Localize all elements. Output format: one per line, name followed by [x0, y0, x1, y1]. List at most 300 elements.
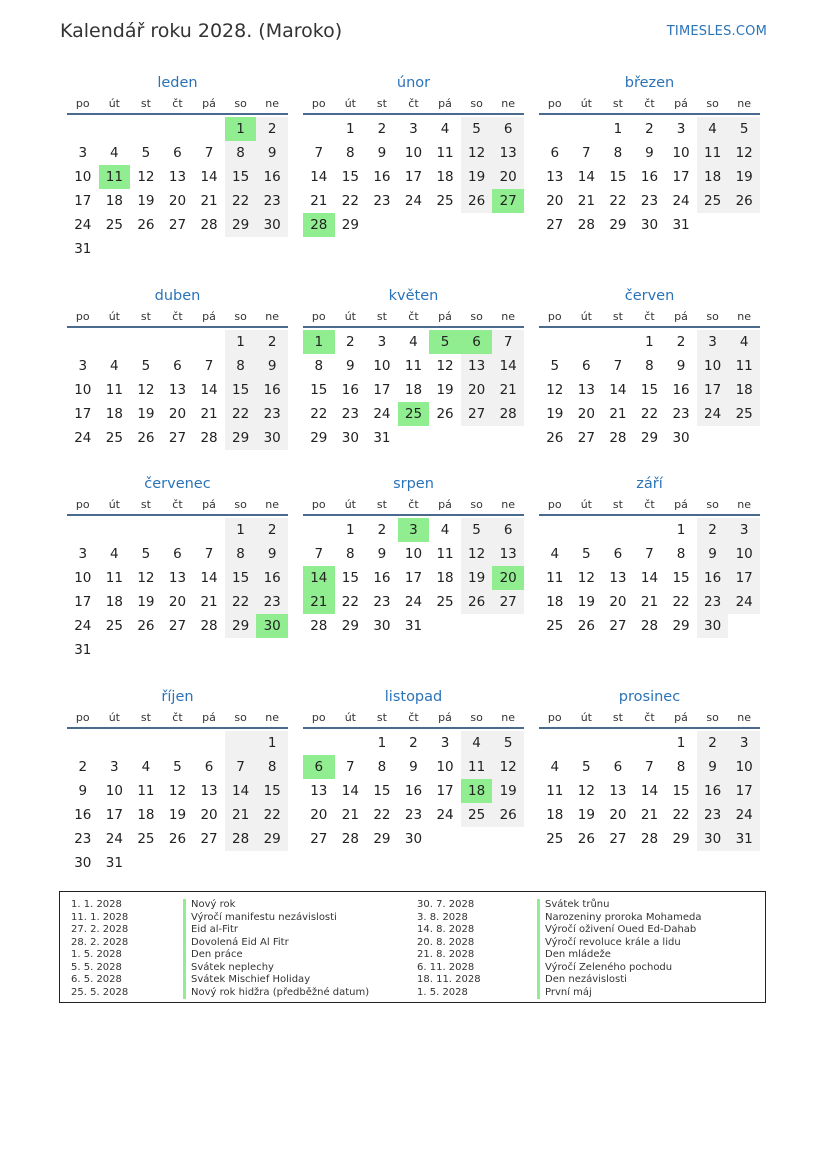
day-cell[interactable]: 10: [373, 358, 391, 374]
day-cell[interactable]: 1: [613, 121, 623, 137]
day-cell[interactable]: 29: [672, 618, 690, 634]
day-cell[interactable]: 25: [105, 217, 123, 233]
holiday-day-cell[interactable]: 1: [225, 117, 257, 141]
day-cell[interactable]: 4: [409, 334, 418, 350]
day-cell[interactable]: 1: [225, 518, 257, 542]
day-cell[interactable]: 8: [256, 755, 288, 779]
day-cell[interactable]: 16: [256, 165, 288, 189]
day-cell[interactable]: 21: [492, 378, 524, 402]
day-cell[interactable]: 4: [141, 759, 151, 775]
day-cell[interactable]: 11: [546, 570, 564, 586]
day-cell[interactable]: 31: [672, 217, 690, 233]
day-cell[interactable]: 5: [141, 145, 151, 161]
day-cell[interactable]: 24: [404, 594, 423, 610]
day-cell[interactable]: 19: [577, 594, 595, 610]
day-cell[interactable]: 12: [461, 141, 493, 165]
day-cell[interactable]: 8: [225, 354, 257, 378]
day-cell[interactable]: 10: [404, 546, 423, 562]
day-cell[interactable]: 16: [373, 570, 391, 586]
day-cell[interactable]: 7: [314, 546, 324, 562]
day-cell[interactable]: 18: [105, 594, 123, 610]
day-cell[interactable]: 11: [461, 755, 493, 779]
holiday-day-cell[interactable]: 6: [303, 755, 335, 779]
day-cell[interactable]: 19: [137, 406, 155, 422]
day-cell[interactable]: 22: [672, 807, 690, 823]
day-cell[interactable]: 8: [314, 358, 324, 374]
day-cell[interactable]: 23: [373, 594, 391, 610]
day-cell[interactable]: 14: [225, 779, 257, 803]
day-cell[interactable]: 30: [672, 430, 690, 446]
day-cell[interactable]: 27: [546, 217, 564, 233]
holiday-day-cell[interactable]: 30: [256, 614, 288, 638]
day-cell[interactable]: 9: [78, 783, 88, 799]
day-cell[interactable]: 14: [310, 169, 328, 185]
day-cell[interactable]: 22: [341, 594, 359, 610]
day-cell[interactable]: 20: [168, 594, 187, 610]
day-cell[interactable]: 29: [225, 614, 257, 638]
day-cell[interactable]: 3: [440, 735, 450, 751]
day-cell[interactable]: 21: [341, 807, 359, 823]
day-cell[interactable]: 29: [310, 430, 328, 446]
day-cell[interactable]: 31: [74, 642, 92, 658]
day-cell[interactable]: 19: [168, 807, 187, 823]
day-cell[interactable]: 24: [74, 430, 92, 446]
day-cell[interactable]: 13: [168, 169, 187, 185]
day-cell[interactable]: 12: [577, 783, 595, 799]
day-cell[interactable]: 18: [546, 594, 564, 610]
day-cell[interactable]: 18: [697, 165, 729, 189]
day-cell[interactable]: 5: [582, 546, 591, 562]
day-cell[interactable]: 21: [609, 406, 627, 422]
day-cell[interactable]: 20: [310, 807, 328, 823]
day-cell[interactable]: 8: [346, 145, 355, 161]
day-cell[interactable]: 30: [256, 426, 288, 450]
day-cell[interactable]: 4: [550, 546, 560, 562]
day-cell[interactable]: 10: [672, 145, 690, 161]
day-cell[interactable]: 6: [173, 145, 182, 161]
day-cell[interactable]: 1: [377, 735, 387, 751]
day-cell[interactable]: 19: [461, 566, 493, 590]
day-cell[interactable]: 8: [676, 759, 686, 775]
day-cell[interactable]: 22: [256, 803, 288, 827]
day-cell[interactable]: 12: [137, 570, 155, 586]
day-cell[interactable]: 23: [256, 189, 288, 213]
day-cell[interactable]: 7: [346, 759, 355, 775]
day-cell[interactable]: 31: [404, 618, 423, 634]
day-cell[interactable]: 4: [110, 358, 119, 374]
day-cell[interactable]: 7: [645, 546, 654, 562]
day-cell[interactable]: 8: [225, 542, 257, 566]
day-cell[interactable]: 28: [577, 217, 595, 233]
day-cell[interactable]: 6: [492, 518, 524, 542]
day-cell[interactable]: 20: [609, 594, 627, 610]
day-cell[interactable]: 5: [461, 518, 493, 542]
day-cell[interactable]: 28: [492, 402, 524, 426]
day-cell[interactable]: 30: [74, 855, 92, 871]
day-cell[interactable]: 18: [105, 193, 123, 209]
day-cell[interactable]: 20: [546, 193, 564, 209]
day-cell[interactable]: 13: [546, 169, 564, 185]
day-cell[interactable]: 10: [74, 570, 92, 586]
day-cell[interactable]: 13: [168, 382, 187, 398]
day-cell[interactable]: 25: [546, 831, 564, 847]
day-cell[interactable]: 26: [168, 831, 187, 847]
day-cell[interactable]: 17: [728, 779, 760, 803]
day-cell[interactable]: 7: [204, 145, 214, 161]
day-cell[interactable]: 30: [640, 217, 659, 233]
day-cell[interactable]: 22: [640, 406, 659, 422]
day-cell[interactable]: 13: [577, 382, 595, 398]
day-cell[interactable]: 17: [404, 169, 423, 185]
day-cell[interactable]: 17: [74, 193, 92, 209]
day-cell[interactable]: 2: [346, 334, 355, 350]
day-cell[interactable]: 15: [672, 570, 690, 586]
day-cell[interactable]: 6: [550, 145, 560, 161]
day-cell[interactable]: 3: [78, 546, 88, 562]
holiday-day-cell[interactable]: 1: [303, 330, 335, 354]
day-cell[interactable]: 4: [697, 117, 729, 141]
day-cell[interactable]: 20: [609, 807, 627, 823]
day-cell[interactable]: 7: [225, 755, 257, 779]
day-cell[interactable]: 9: [256, 354, 288, 378]
day-cell[interactable]: 10: [404, 145, 423, 161]
day-cell[interactable]: 27: [168, 618, 187, 634]
day-cell[interactable]: 11: [105, 570, 123, 586]
day-cell[interactable]: 17: [373, 382, 391, 398]
day-cell[interactable]: 8: [676, 546, 686, 562]
day-cell[interactable]: 30: [373, 618, 391, 634]
day-cell[interactable]: 10: [697, 354, 729, 378]
day-cell[interactable]: 18: [436, 570, 454, 586]
day-cell[interactable]: 15: [341, 169, 359, 185]
day-cell[interactable]: 27: [200, 831, 218, 847]
day-cell[interactable]: 25: [105, 618, 123, 634]
day-cell[interactable]: 13: [609, 570, 627, 586]
day-cell[interactable]: 14: [492, 354, 524, 378]
day-cell[interactable]: 15: [225, 566, 257, 590]
day-cell[interactable]: 24: [105, 831, 123, 847]
day-cell[interactable]: 23: [256, 402, 288, 426]
day-cell[interactable]: 13: [461, 354, 493, 378]
day-cell[interactable]: 30: [341, 430, 359, 446]
day-cell[interactable]: 8: [645, 358, 654, 374]
day-cell[interactable]: 4: [440, 121, 450, 137]
day-cell[interactable]: 24: [728, 590, 760, 614]
day-cell[interactable]: 15: [373, 783, 391, 799]
day-cell[interactable]: 25: [105, 430, 123, 446]
day-cell[interactable]: 6: [204, 759, 214, 775]
day-cell[interactable]: 20: [461, 378, 493, 402]
day-cell[interactable]: 17: [404, 570, 423, 586]
day-cell[interactable]: 22: [373, 807, 391, 823]
day-cell[interactable]: 25: [436, 594, 454, 610]
day-cell[interactable]: 29: [609, 217, 627, 233]
day-cell[interactable]: 22: [310, 406, 328, 422]
day-cell[interactable]: 2: [78, 759, 88, 775]
day-cell[interactable]: 5: [141, 546, 151, 562]
day-cell[interactable]: 11: [404, 358, 423, 374]
day-cell[interactable]: 16: [256, 378, 288, 402]
day-cell[interactable]: 10: [728, 542, 760, 566]
day-cell[interactable]: 12: [461, 542, 493, 566]
day-cell[interactable]: 18: [546, 807, 564, 823]
day-cell[interactable]: 19: [436, 382, 454, 398]
day-cell[interactable]: 6: [613, 546, 623, 562]
day-cell[interactable]: 12: [492, 755, 524, 779]
day-cell[interactable]: 16: [404, 783, 423, 799]
day-cell[interactable]: 2: [256, 518, 288, 542]
day-cell[interactable]: 19: [728, 165, 760, 189]
day-cell[interactable]: 20: [168, 406, 187, 422]
holiday-day-cell[interactable]: 18: [461, 779, 493, 803]
day-cell[interactable]: 27: [461, 402, 493, 426]
day-cell[interactable]: 26: [461, 189, 493, 213]
day-cell[interactable]: 27: [310, 831, 328, 847]
day-cell[interactable]: 28: [200, 217, 218, 233]
day-cell[interactable]: 23: [640, 193, 659, 209]
day-cell[interactable]: 31: [728, 827, 760, 851]
day-cell[interactable]: 4: [440, 522, 450, 538]
day-cell[interactable]: 9: [256, 141, 288, 165]
day-cell[interactable]: 6: [173, 358, 182, 374]
day-cell[interactable]: 13: [609, 783, 627, 799]
day-cell[interactable]: 15: [640, 382, 659, 398]
day-cell[interactable]: 12: [137, 382, 155, 398]
holiday-day-cell[interactable]: 5: [429, 330, 461, 354]
day-cell[interactable]: 27: [609, 618, 627, 634]
day-cell[interactable]: 9: [256, 542, 288, 566]
day-cell[interactable]: 30: [697, 827, 729, 851]
day-cell[interactable]: 9: [697, 542, 729, 566]
day-cell[interactable]: 25: [461, 803, 493, 827]
day-cell[interactable]: 21: [640, 594, 659, 610]
day-cell[interactable]: 15: [672, 783, 690, 799]
day-cell[interactable]: 26: [577, 618, 595, 634]
day-cell[interactable]: 4: [728, 330, 760, 354]
day-cell[interactable]: 15: [609, 169, 627, 185]
day-cell[interactable]: 1: [645, 334, 654, 350]
day-cell[interactable]: 10: [436, 759, 454, 775]
day-cell[interactable]: 26: [492, 803, 524, 827]
day-cell[interactable]: 22: [225, 590, 257, 614]
day-cell[interactable]: 24: [74, 217, 92, 233]
day-cell[interactable]: 28: [640, 618, 659, 634]
day-cell[interactable]: 2: [645, 121, 654, 137]
day-cell[interactable]: 18: [404, 382, 423, 398]
day-cell[interactable]: 26: [728, 189, 760, 213]
day-cell[interactable]: 3: [78, 145, 88, 161]
day-cell[interactable]: 19: [461, 165, 493, 189]
day-cell[interactable]: 11: [697, 141, 729, 165]
day-cell[interactable]: 19: [137, 594, 155, 610]
day-cell[interactable]: 5: [550, 358, 560, 374]
day-cell[interactable]: 28: [310, 618, 328, 634]
day-cell[interactable]: 23: [256, 590, 288, 614]
day-cell[interactable]: 21: [225, 803, 257, 827]
day-cell[interactable]: 11: [728, 354, 760, 378]
day-cell[interactable]: 15: [310, 382, 328, 398]
day-cell[interactable]: 23: [697, 590, 729, 614]
day-cell[interactable]: 11: [436, 145, 454, 161]
day-cell[interactable]: 4: [110, 546, 119, 562]
holiday-day-cell[interactable]: 11: [99, 165, 131, 189]
day-cell[interactable]: 23: [341, 406, 359, 422]
day-cell[interactable]: 4: [461, 731, 493, 755]
day-cell[interactable]: 7: [582, 145, 591, 161]
holiday-day-cell[interactable]: 20: [492, 566, 524, 590]
brand-link[interactable]: TIMESLES.COM: [666, 24, 767, 39]
day-cell[interactable]: 18: [105, 406, 123, 422]
day-cell[interactable]: 26: [137, 430, 155, 446]
day-cell[interactable]: 16: [373, 169, 391, 185]
holiday-day-cell[interactable]: 28: [303, 213, 335, 237]
holiday-day-cell[interactable]: 14: [303, 566, 335, 590]
day-cell[interactable]: 8: [613, 145, 623, 161]
day-cell[interactable]: 11: [105, 382, 123, 398]
day-cell[interactable]: 28: [609, 430, 627, 446]
day-cell[interactable]: 18: [137, 807, 155, 823]
day-cell[interactable]: 12: [546, 382, 564, 398]
day-cell[interactable]: 6: [613, 759, 623, 775]
day-cell[interactable]: 10: [728, 755, 760, 779]
day-cell[interactable]: 17: [728, 566, 760, 590]
day-cell[interactable]: 16: [640, 169, 659, 185]
day-cell[interactable]: 2: [256, 117, 288, 141]
day-cell[interactable]: 5: [492, 731, 524, 755]
day-cell[interactable]: 8: [377, 759, 387, 775]
day-cell[interactable]: 19: [546, 406, 564, 422]
day-cell[interactable]: 11: [436, 546, 454, 562]
day-cell[interactable]: 11: [137, 783, 155, 799]
day-cell[interactable]: 4: [550, 759, 560, 775]
day-cell[interactable]: 7: [645, 759, 654, 775]
day-cell[interactable]: 8: [346, 546, 355, 562]
day-cell[interactable]: 21: [200, 193, 218, 209]
day-cell[interactable]: 21: [310, 193, 328, 209]
day-cell[interactable]: 3: [409, 121, 418, 137]
day-cell[interactable]: 3: [697, 330, 729, 354]
day-cell[interactable]: 29: [225, 213, 257, 237]
day-cell[interactable]: 15: [256, 779, 288, 803]
day-cell[interactable]: 14: [577, 169, 595, 185]
day-cell[interactable]: 20: [168, 193, 187, 209]
day-cell[interactable]: 5: [582, 759, 591, 775]
day-cell[interactable]: 19: [577, 807, 595, 823]
day-cell[interactable]: 7: [613, 358, 623, 374]
holiday-day-cell[interactable]: 25: [398, 402, 430, 426]
day-cell[interactable]: 27: [577, 430, 595, 446]
day-cell[interactable]: 3: [377, 334, 387, 350]
day-cell[interactable]: 14: [200, 169, 218, 185]
day-cell[interactable]: 27: [609, 831, 627, 847]
day-cell[interactable]: 30: [256, 213, 288, 237]
day-cell[interactable]: 31: [373, 430, 391, 446]
day-cell[interactable]: 24: [404, 193, 423, 209]
day-cell[interactable]: 6: [492, 117, 524, 141]
day-cell[interactable]: 16: [697, 779, 729, 803]
day-cell[interactable]: 9: [377, 145, 387, 161]
day-cell[interactable]: 8: [225, 141, 257, 165]
day-cell[interactable]: 18: [436, 169, 454, 185]
day-cell[interactable]: 20: [577, 406, 595, 422]
day-cell[interactable]: 24: [436, 807, 454, 823]
day-cell[interactable]: 22: [609, 193, 627, 209]
day-cell[interactable]: 31: [74, 241, 92, 257]
day-cell[interactable]: 27: [492, 590, 524, 614]
day-cell[interactable]: 5: [728, 117, 760, 141]
day-cell[interactable]: 3: [676, 121, 686, 137]
day-cell[interactable]: 21: [200, 594, 218, 610]
day-cell[interactable]: 3: [728, 731, 760, 755]
day-cell[interactable]: 2: [377, 121, 387, 137]
day-cell[interactable]: 26: [546, 430, 564, 446]
day-cell[interactable]: 27: [168, 430, 187, 446]
day-cell[interactable]: 2: [409, 735, 418, 751]
day-cell[interactable]: 20: [492, 165, 524, 189]
day-cell[interactable]: 25: [697, 189, 729, 213]
day-cell[interactable]: 12: [577, 570, 595, 586]
day-cell[interactable]: 29: [373, 831, 391, 847]
day-cell[interactable]: 3: [110, 759, 119, 775]
day-cell[interactable]: 1: [676, 735, 686, 751]
day-cell[interactable]: 25: [546, 618, 564, 634]
holiday-day-cell[interactable]: 21: [303, 590, 335, 614]
day-cell[interactable]: 28: [640, 831, 659, 847]
day-cell[interactable]: 12: [168, 783, 187, 799]
day-cell[interactable]: 1: [256, 731, 288, 755]
day-cell[interactable]: 16: [672, 382, 690, 398]
day-cell[interactable]: 26: [577, 831, 595, 847]
day-cell[interactable]: 25: [436, 193, 454, 209]
day-cell[interactable]: 23: [697, 803, 729, 827]
day-cell[interactable]: 10: [74, 169, 92, 185]
day-cell[interactable]: 7: [314, 145, 324, 161]
day-cell[interactable]: 13: [310, 783, 328, 799]
day-cell[interactable]: 24: [74, 618, 92, 634]
day-cell[interactable]: 16: [74, 807, 92, 823]
day-cell[interactable]: 15: [225, 165, 257, 189]
day-cell[interactable]: 22: [672, 594, 690, 610]
day-cell[interactable]: 23: [74, 831, 92, 847]
day-cell[interactable]: 26: [137, 217, 155, 233]
day-cell[interactable]: 6: [173, 546, 182, 562]
day-cell[interactable]: 29: [225, 426, 257, 450]
day-cell[interactable]: 17: [436, 783, 454, 799]
day-cell[interactable]: 10: [74, 382, 92, 398]
day-cell[interactable]: 11: [546, 783, 564, 799]
day-cell[interactable]: 22: [225, 189, 257, 213]
day-cell[interactable]: 21: [640, 807, 659, 823]
day-cell[interactable]: 16: [256, 566, 288, 590]
day-cell[interactable]: 17: [105, 807, 123, 823]
day-cell[interactable]: 15: [341, 570, 359, 586]
day-cell[interactable]: 7: [492, 330, 524, 354]
day-cell[interactable]: 22: [341, 193, 359, 209]
day-cell[interactable]: 12: [137, 169, 155, 185]
day-cell[interactable]: 19: [137, 193, 155, 209]
day-cell[interactable]: 9: [377, 546, 387, 562]
day-cell[interactable]: 2: [697, 518, 729, 542]
day-cell[interactable]: 23: [672, 406, 690, 422]
day-cell[interactable]: 5: [461, 117, 493, 141]
day-cell[interactable]: 14: [640, 783, 659, 799]
day-cell[interactable]: 17: [672, 169, 690, 185]
day-cell[interactable]: 13: [492, 141, 524, 165]
day-cell[interactable]: 16: [341, 382, 359, 398]
day-cell[interactable]: 3: [78, 358, 88, 374]
day-cell[interactable]: 9: [409, 759, 418, 775]
day-cell[interactable]: 12: [436, 358, 454, 374]
